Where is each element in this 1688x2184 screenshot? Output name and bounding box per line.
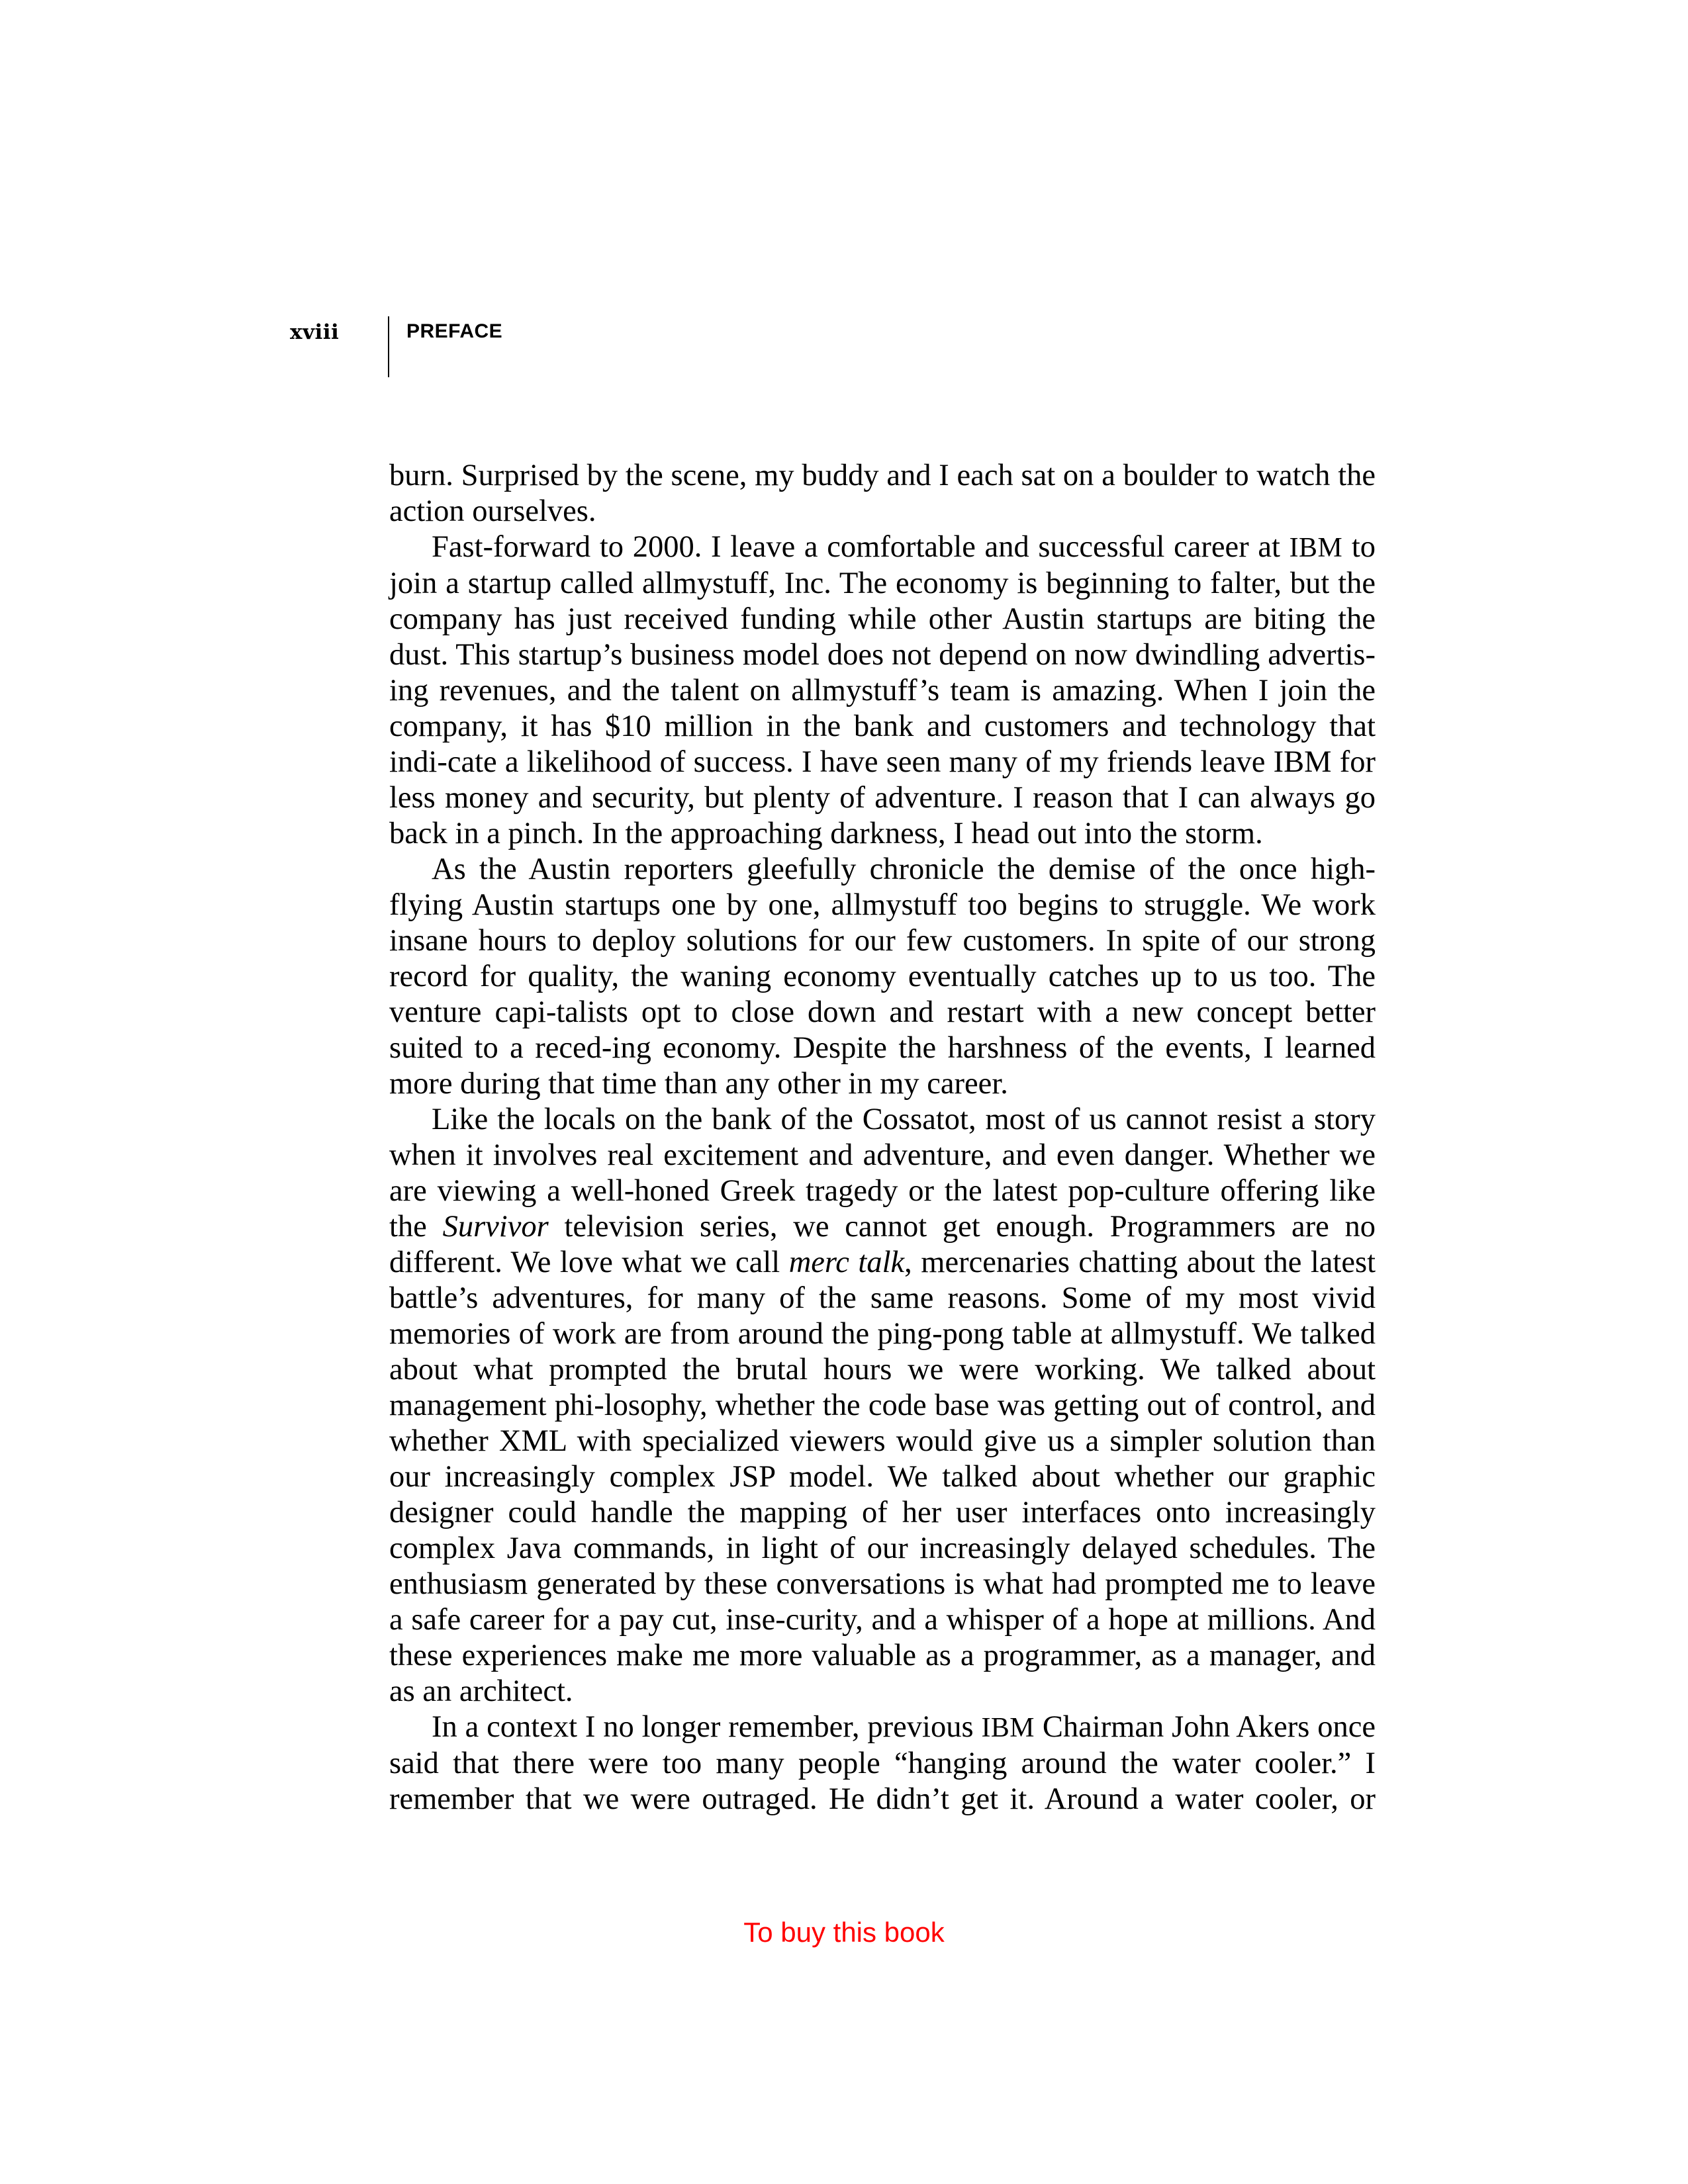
paragraph <box>389 529 1376 852</box>
buy-book-link[interactable]: To buy this book <box>743 1917 945 1948</box>
paragraph <box>389 1709 1376 1817</box>
running-head-divider <box>388 316 389 377</box>
body-text <box>389 458 1376 1817</box>
text-run: Fast-forward to 2000. I leave a comfortable and successful career at <box>432 530 1289 564</box>
emphasis-text: Survivor <box>442 1210 549 1244</box>
section-title: PREFACE <box>406 320 503 342</box>
text-run: , mercenaries chatting about the latest battle’s adventures, for many of the same reasons. Some of my most vivid memories of work are from around the ping-pong table at allmystuff. We talked about what prompted the brutal hours we were working. We talked about management phi-losophy, whether the code base was getting out of control, and whether XML with specialized viewers would give us a simpler solution than our increasingly complex JSP model. We talked about whether our graphic designer could handle the mapping of her user interfaces onto increasingly complex Java commands, in light of our increasingly delayed schedules. The enthusiasm generated by these conversations is what had prompted me to leave a safe career for a pay cut, inse-curity, and a whisper of a hope at millions. And these experiences make me more valuable as a programmer, as a manager, and as an architect. <box>389 1246 1376 1708</box>
paragraph <box>389 458 1376 529</box>
page-number: xviii <box>290 320 340 344</box>
text-run: television series, we cannot get enough. Programmers are no different. We love what we call <box>389 1210 1376 1279</box>
paragraph <box>389 852 1376 1102</box>
text-run: to join a startup called allmystuff, Inc. The economy is beginning to falter, but the company has just received funding while other Austin startups are biting the dust. This startup’s business model does not depend on now dwindling advertis-ing revenues, and the talent on allmystuff’s team is amazing. When I join the company, it has $10 million in the bank and customers and technology that indi-cate a likelihood of success. I have seen many of my friends leave IBM for less money and security, but plenty of adventure. I reason that I can always go back in a pinch. In the approaching darkness, I head out into the storm. <box>389 530 1376 850</box>
text-run: As the Austin reporters gleefully chronicle the demise of the once high-flying Austin startups one by one, allmystuff too begins to struggle. We work insane hours to deploy solutions for our few customers. In spite of our strong record for quality, the waning economy eventually catches up to us too. The venture capi-talists opt to close down and restart with a new concept better suited to a reced-ing economy. Despite the harshness of the events, I learned more during that time than any other in my career. <box>389 852 1376 1101</box>
text-run: Like the locals on the bank of the Cossatot, most of us cannot resist a story when it involves real excitement and adventure, and even danger. Whether we are viewing a well-honed Greek tragedy or the latest pop-culture offering like the <box>389 1103 1376 1244</box>
small-caps-text: IBM <box>981 1713 1035 1743</box>
paragraph <box>389 1102 1376 1709</box>
emphasis-text: merc talk <box>788 1246 905 1279</box>
small-caps-text: IBM <box>1289 533 1343 563</box>
text-run: In a context I no longer remember, previous <box>432 1710 982 1744</box>
text-run: burn. Surprised by the scene, my buddy and I each sat on a boulder to watch the action ourselves. <box>389 459 1376 528</box>
text-run: Chairman John Akers once said that there were too many people “hanging around the water cooler.” I remember that we were outraged. He didn’t get it. Around a water cooler, or <box>389 1710 1376 1816</box>
running-head <box>0 316 1688 376</box>
